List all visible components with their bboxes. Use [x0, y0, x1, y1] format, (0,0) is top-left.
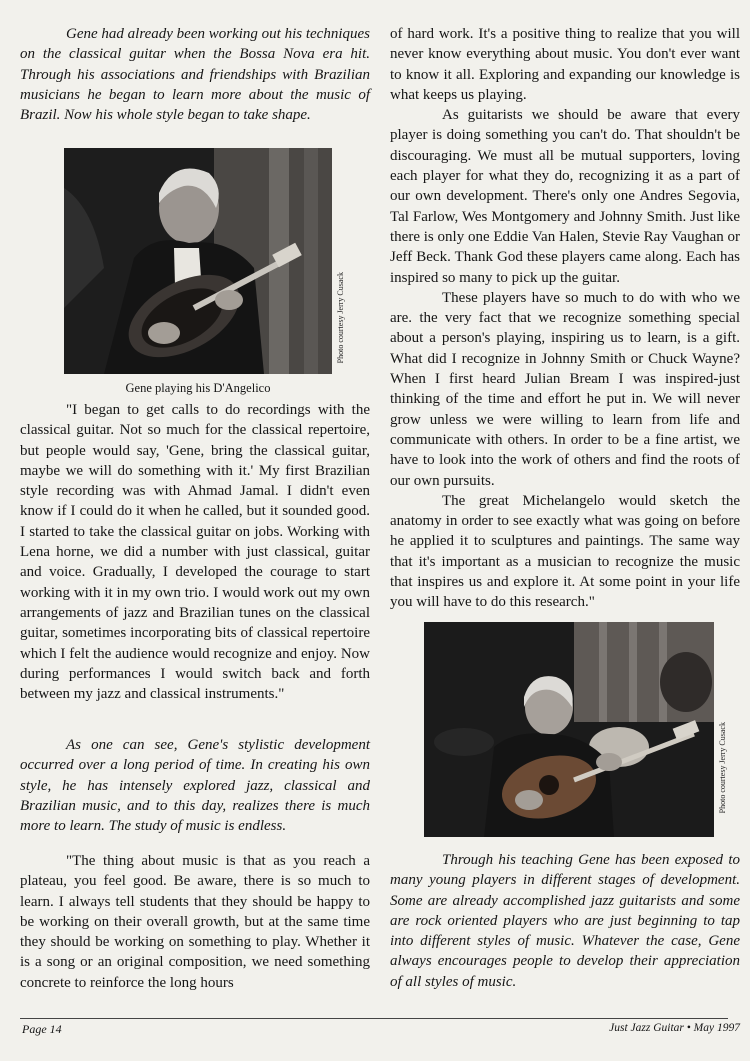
right-column-closing [390, 850, 740, 992]
right-paragraph-3: These players have so much to do with who we are. the very fact that we recognize something special about a person's playing, inspiring us to learn, is a gift. What did I recognize in Johnny Smith or Chuck Wayne? When I first heard Julian Bream I was inspired-just thinking of the time and effort he put in. We will never grow unless we were willing to learn from life and communicate with others. In order to be a fine artist, we have to look into the work of others and find the roots of our own pursuits. [390, 289, 740, 489]
photo-gene-classical [424, 622, 714, 837]
left-column-body [20, 400, 370, 704]
page-number: Page 14 [22, 1022, 62, 1036]
right-paragraph-2: As guitarists we should be aware that every player is doing something you can't do. That shouldn't be discouraging. We must all be mutual supporters, loving each player for what they do, recognizing it as a part of our own development. There's only one Andres Segovia, Tal Farlow, Wes Montgomery and Johnny Smith. Just like there is only one Eddie Van Halen, Stevie Ray Vaughan or Jeff Beck. Thank God these players came along. Each has inspired so many to pick up the guitar. [390, 107, 740, 286]
footer-rule [20, 1018, 728, 1019]
photo2-credit: Photo courtesy Jerry Cusack [718, 722, 727, 814]
right-paragraph-1: of hard work. It's a positive thing to realize that you will never know everything about music. You don't ever want to know it all. Exploring and expanding our knowledge is what keeps us playing. [390, 26, 740, 103]
photo-illustration-2 [424, 622, 714, 837]
left-column-quote2 [20, 851, 370, 993]
right-paragraph-4: The great Michelangelo would sketch the anatomy in order to see exactly what was going on before he applied it to sculptures and paintings. The same way that it's important as a musician to recognize the music that inspires us and explore it. At some point in your life you will have to do this research." [390, 492, 740, 611]
quote-paragraph-1: "I began to get calls to do recordings with the classical guitar. Not so much for the classical repertoire, but people would say, 'Gene, bring the classical guitar, maybe we will do something with it.' My first Brazilian style recording was with Ahmad Jamal. I didn't even know if I could do it when he called, but it sounded good. I started to take the classical guitar on jobs. Working with Lena horne, we did a number with just classical, guitar and voice. Gradually, I developed the courage to start working with it in my own trio. I would work out my own arrangements of jazz and Brazilian tunes on the classical guitar, sometimes incorporating bits of classical repertoire which I felt the audience would recognize and enjoy. Now during performances I would switch back and forth between my jazz and classical instruments." [20, 402, 370, 703]
right-column [390, 24, 740, 613]
italic-closing-paragraph: Through his teaching Gene has been exposed to many young players in different stages of development. Some are already accomplished jazz guitarists and some are rock oriented players who are just beginning to tap into different styles of music. Whatever the case, Gene always encourages people to develop their appreciation of all styles of music. [390, 852, 740, 990]
photo1-caption: Gene playing his D'Angelico [125, 381, 271, 395]
italic-paragraph-2: As one can see, Gene's stylistic development occurred over a long period of time. In creating his own style, he has intensely explored jazz, classical and Brazilian music, and to this day, realizes there is much more to learn. The study of music is endless. [20, 737, 370, 835]
photo-illustration [64, 148, 332, 374]
left-column [20, 24, 370, 125]
photo1-credit: Photo courtesy Jerry Cusack [336, 272, 345, 364]
publication-line: Just Jazz Guitar • May 1997 [609, 1022, 740, 1034]
left-column-italic [20, 735, 370, 836]
photo-gene-dangelico [64, 148, 332, 374]
quote-paragraph-2: "The thing about music is that as you reach a plateau, you feel good. Be aware, there is so much to learn. I always tell students that they should be happy to be working on their overall growth, but at the same time they should be working on something to play. Whether it is a song or an original composition, we need something concrete to reinforce the long hours [20, 853, 370, 991]
intro-paragraph: Gene had already been working out his techniques on the classical guitar when the Bossa Nova era hit. Through his associations and friendships with Brazilian musicians he began to learn more about the music of Brazil. Now his whole style began to take shape. [20, 26, 370, 124]
